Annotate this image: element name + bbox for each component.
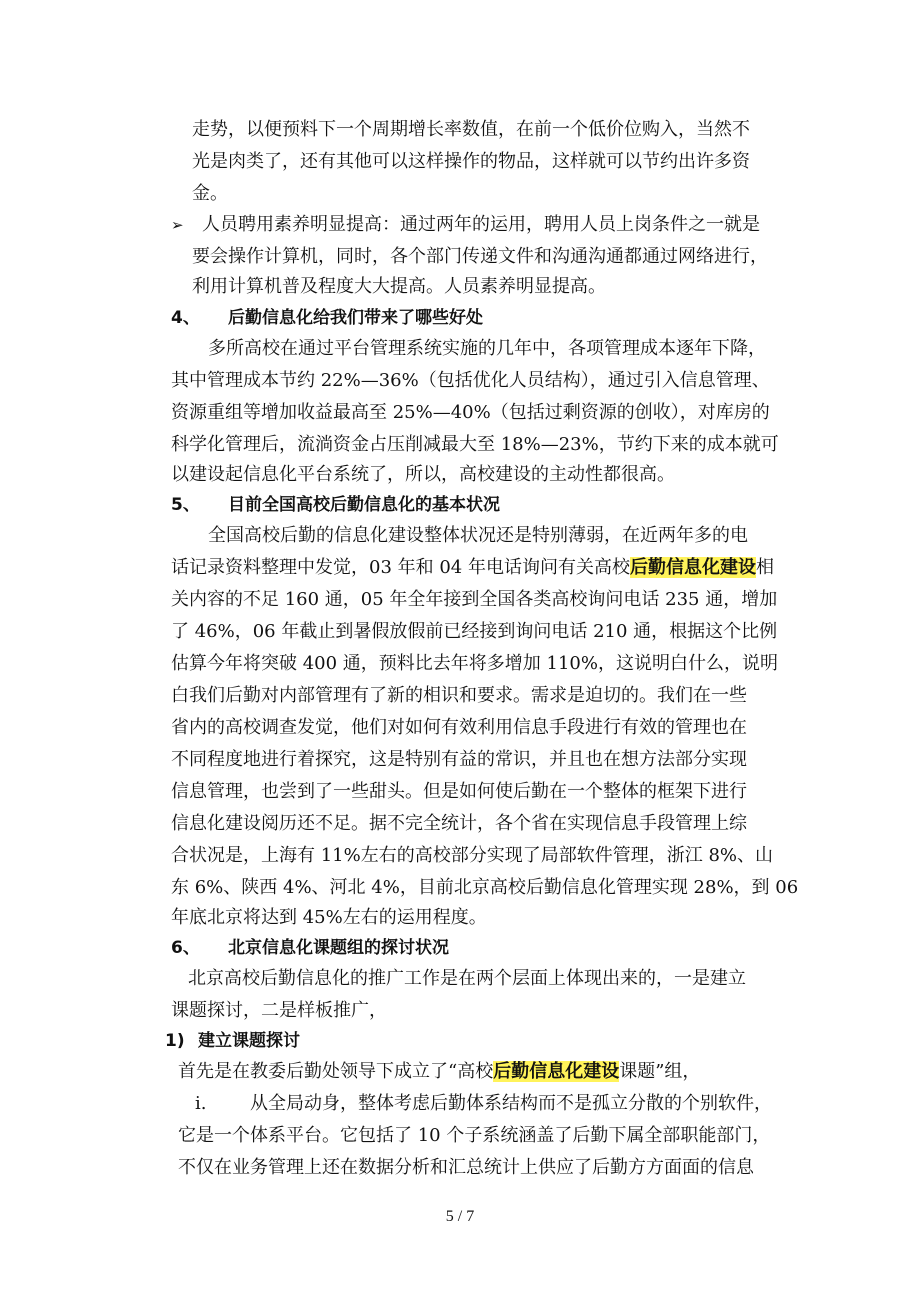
text-line: 金。 xyxy=(192,183,228,204)
text-line: 省内的高校调查发觉，他们对如何有效利用信息手段进行有效的管理也在 xyxy=(171,717,747,738)
text-segment: 话记录资料整理中发觉，03 年和 04 年电话询问有关高校 xyxy=(171,557,630,578)
heading-number: 4、 xyxy=(171,308,200,328)
bullet-arrow-icon: ➢ xyxy=(171,216,184,234)
section-heading: 北京信息化课题组的探讨状况 xyxy=(228,938,449,958)
text-line: 走势，以便预料下一个周期增长率数值，在前一个低价位购入，当然不 xyxy=(192,119,750,140)
text-line: 科学化管理后，流淌资金占压削减最大至 18%—23%，节约下来的成本就可 xyxy=(171,434,779,455)
text-line: 光是肉类了，还有其他可以这样操作的物品，这样就可以节约出许多资 xyxy=(192,151,750,172)
total-pages: 7 xyxy=(466,1208,475,1225)
page-number xyxy=(0,1208,920,1226)
text-line: 它是一个体系平台。它包括了 10 个子系统涵盖了后勤下属全部职能部门， xyxy=(178,1125,771,1146)
text-line: 信息管理，也尝到了一些甜头。但是如何使后勤在一个整体的框架下进行 xyxy=(171,781,747,802)
text-line: 信息化建设阅历还不足。据不完全统计，各个省在实现信息手段管理上综 xyxy=(171,813,747,834)
subheading: 建立课题探讨 xyxy=(198,1031,300,1051)
text-line: 要会操作计算机，同时，各个部门传递文件和沟通沟通都通过网络进行， xyxy=(192,246,768,267)
text-line: 合状况是，上海有 11%左右的高校部分实现了局部软件管理，浙江 8%、山 xyxy=(171,845,774,866)
text-line: 白我们后勤对内部管理有了新的相识和要求。需求是迫切的。我们在一些 xyxy=(171,685,747,706)
text-line: 全国高校后勤的信息化建设整体状况还是特别薄弱，在近两年多的电 xyxy=(208,525,748,546)
current-page: 5 xyxy=(445,1208,454,1225)
text-line: 不同程度地进行着探究，这是特别有益的常识，并且也在想方法部分实现 xyxy=(171,749,747,770)
heading-number: 5、 xyxy=(171,495,200,515)
text-line: 了 46%，06 年截止到暑假放假前已经接到询问电话 210 通，根据这个比例 xyxy=(171,621,778,642)
text-line xyxy=(171,556,774,580)
text-line: 其中管理成本节约 22%—36%（包括优化人员结构），通过引入信息管理、 xyxy=(171,370,770,391)
text-segment: 相 xyxy=(755,557,774,578)
text-line: 资源重组等增加收益最高至 25%—40%（包括过剩资源的创收），对库房的 xyxy=(171,402,770,423)
text-line: 利用计算机普及程度大大提高。人员素养明显提高。 xyxy=(192,276,606,297)
text-line xyxy=(178,1060,700,1084)
text-line: 以建设起信息化平台系统了，所以，高校建设的主动性都很高。 xyxy=(171,464,675,485)
text-segment: 首先是在教委后勤处领导下成立了“高校 xyxy=(178,1061,494,1082)
heading-number: 6、 xyxy=(171,938,200,958)
text-line: 课题探讨，二是样板推广， xyxy=(171,1000,387,1021)
subheading-number: 1) xyxy=(165,1031,185,1051)
section-heading: 后勤信息化给我们带来了哪些好处 xyxy=(228,308,483,328)
text-line: 估算今年将突破 400 通，预料比去年将多增加 110%，这说明白什么，说明 xyxy=(171,653,778,674)
text-line: 北京高校后勤信息化的推广工作是在两个层面上体现出来的，一是建立 xyxy=(188,968,746,989)
text-line: 关内容的不足 160 通，05 年全年接到全国各类高校询问电话 235 通，增加 xyxy=(171,589,778,610)
page-separator: / xyxy=(457,1208,463,1225)
highlighted-term: 后勤信息化建设 xyxy=(629,557,756,578)
text-line: 年底北京将达到 45%左右的运用程度。 xyxy=(171,907,487,928)
highlighted-term: 后勤信息化建设 xyxy=(493,1061,620,1082)
text-line: 东 6%、陕西 4%、河北 4%，目前北京高校后勤信息化管理实现 28%，到 06 xyxy=(171,877,799,898)
text-segment: 课题”组， xyxy=(619,1061,701,1082)
text-line: 多所高校在通过平台管理系统实施的几年中，各项管理成本逐年下降， xyxy=(208,338,766,359)
text-line: 人员聘用素养明显提高：通过两年的运用，聘用人员上岗条件之一就是 xyxy=(202,214,760,235)
section-heading: 目前全国高校后勤信息化的基本状况 xyxy=(228,495,500,515)
text-line: 不仅在业务管理上还在数据分析和汇总统计上供应了后勤方方面面的信息 xyxy=(178,1157,754,1178)
text-line: 从全局动身，整体考虑后勤体系结构而不是孤立分散的个别软件， xyxy=(250,1093,772,1114)
list-marker: i. xyxy=(195,1093,207,1114)
